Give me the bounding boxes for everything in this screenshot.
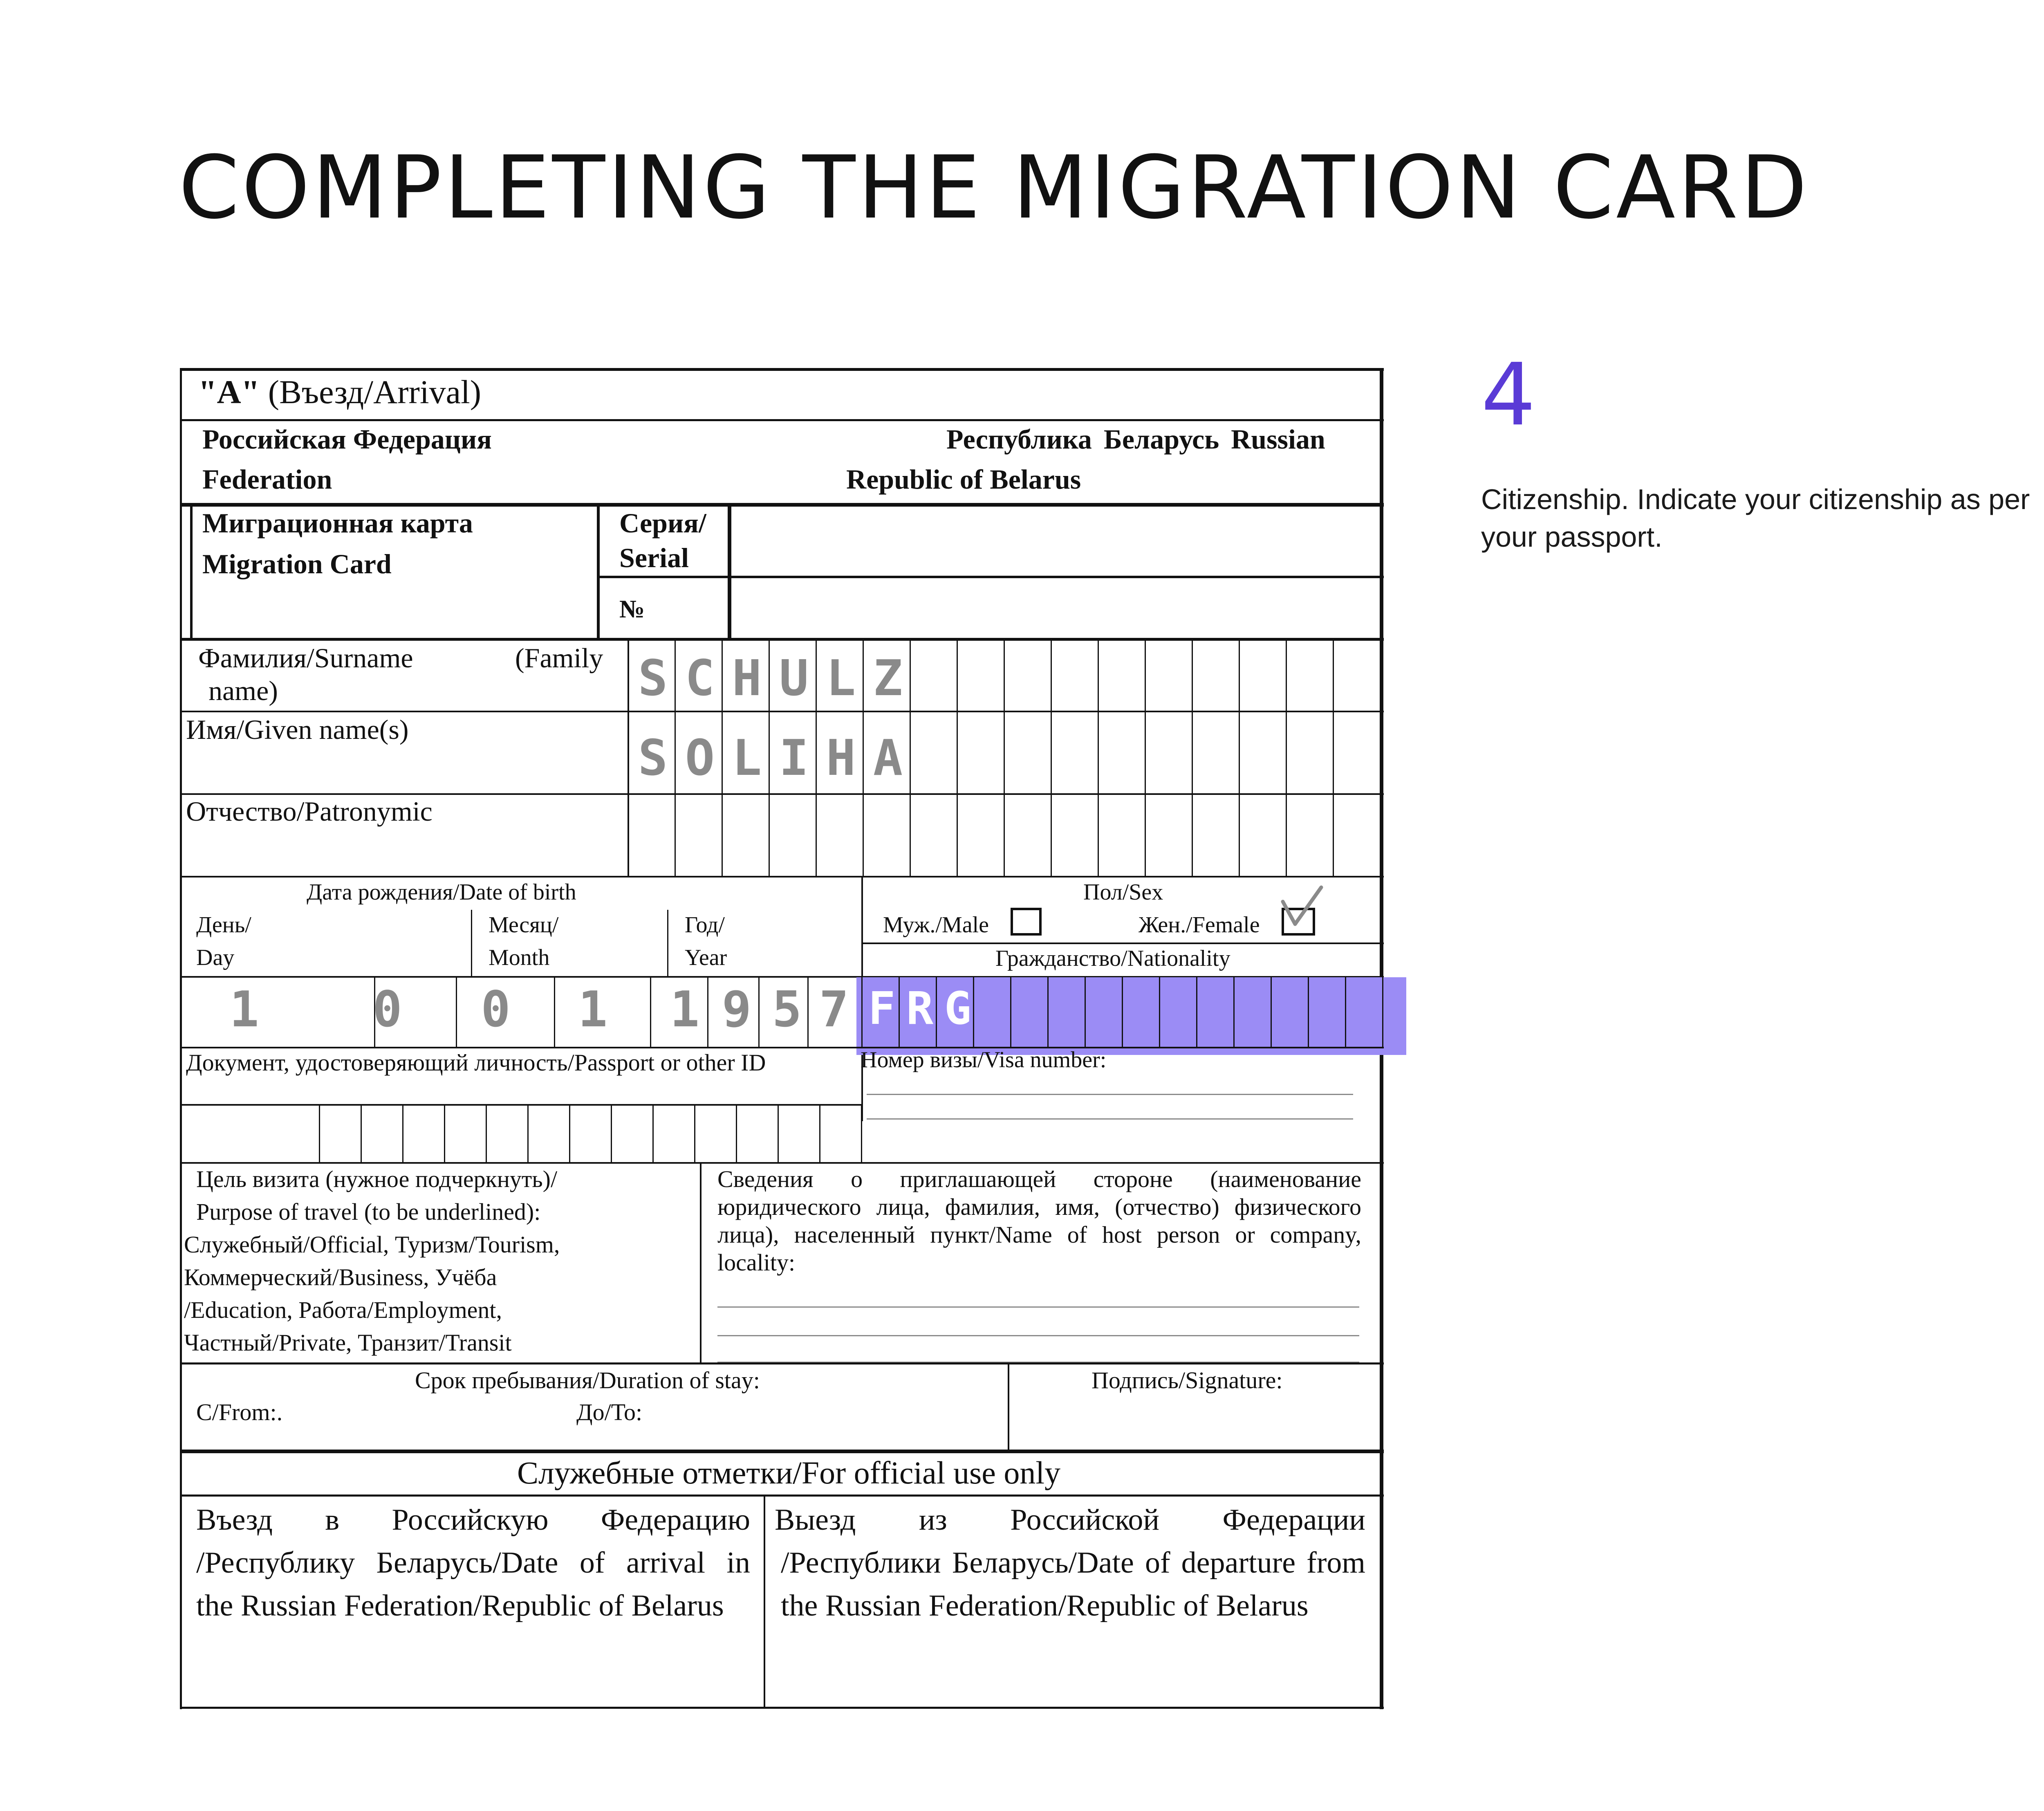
- grid-divider: [1345, 976, 1346, 1048]
- nationality-char: F: [868, 982, 896, 1035]
- grid-divider: [1380, 639, 1381, 877]
- nationality-char: G: [944, 982, 972, 1035]
- arrival-line-3: the Russian Federation/Republic of Belarus: [196, 1589, 724, 1622]
- given-name-char: H: [826, 730, 856, 787]
- surname-label-b: (Family: [515, 642, 603, 673]
- grid-divider: [1047, 976, 1049, 1048]
- grid-divider: [444, 1104, 445, 1163]
- patronymic-label: Отчество/Patronymic: [186, 796, 433, 827]
- step-number: 4: [1481, 345, 1536, 445]
- signature-label: Подпись/Signature:: [1091, 1367, 1283, 1394]
- dob-char: 9: [722, 981, 752, 1038]
- day-label-ru: День/: [196, 912, 251, 938]
- grid-divider: [819, 1104, 820, 1163]
- year-label-en: Year: [685, 945, 727, 970]
- grid-divider: [1051, 639, 1052, 877]
- serial-label-en: Serial: [619, 542, 689, 573]
- male-checkbox[interactable]: [1011, 908, 1042, 936]
- nationality-highlight: [856, 977, 1406, 1055]
- grid-divider: [319, 1104, 320, 1163]
- grid-divider: [1271, 976, 1272, 1048]
- day-label-en: Day: [196, 945, 235, 970]
- grid-divider: [569, 1104, 570, 1163]
- grid-divider: [527, 1104, 529, 1163]
- dob-char: 7: [819, 981, 849, 1038]
- surname-char: U: [779, 650, 809, 707]
- grid-divider: [1308, 976, 1309, 1048]
- grid-divider: [1098, 639, 1099, 877]
- card-border-left: [180, 368, 182, 1709]
- official-use-label: Служебные отметки/For official use only: [517, 1455, 1061, 1490]
- host-line-1: Сведения о приглашающей стороне (наименование: [717, 1166, 1361, 1192]
- dob-label: Дата рождения/Date of birth: [307, 880, 576, 905]
- surname-char: Z: [873, 650, 903, 707]
- month-label-ru: Месяц/: [489, 912, 559, 938]
- purpose-line-4: Коммерческий/Business, Учёба: [184, 1264, 497, 1290]
- host-line-3: лица), населенный пункт/Name of host person or company,: [717, 1221, 1361, 1248]
- grid-divider: [1085, 976, 1086, 1048]
- departure-line-3: the Russian Federation/Republic of Belarus: [781, 1589, 1309, 1622]
- dob-char: 5: [772, 981, 802, 1038]
- document-label: Документ, удостоверяющий личность/Passport or other ID: [186, 1049, 766, 1076]
- female-label: Жен./Female: [1139, 912, 1260, 938]
- serial-label-ru: Серия/: [619, 507, 706, 539]
- grid-divider: [1286, 639, 1287, 877]
- dob-char: 0: [372, 981, 402, 1038]
- grid-divider: [1004, 639, 1005, 877]
- belarus-1: Республика Беларусь Russian: [946, 424, 1325, 455]
- ru-federation-1: Российская Федерация: [202, 424, 492, 455]
- purpose-line-5: /Education, Работа/Employment,: [184, 1297, 502, 1323]
- grid-divider: [1333, 639, 1334, 877]
- from-label: С/From:.: [196, 1399, 283, 1425]
- header-title: "A" (Въезд/Arrival): [198, 373, 482, 411]
- surname-char: H: [732, 650, 762, 707]
- grid-divider: [1239, 639, 1240, 877]
- card-border-bottom: [180, 1707, 1384, 1709]
- card-border-top: [180, 368, 1384, 371]
- grid-divider: [554, 976, 555, 1048]
- visa-label: Номер визы/Visa number:: [861, 1047, 1107, 1073]
- grid-divider: [486, 1104, 487, 1163]
- to-label: До/To:: [576, 1399, 643, 1425]
- nationality-char: R: [906, 982, 934, 1035]
- dob-char: 1: [229, 981, 259, 1038]
- grid-divider: [1233, 976, 1235, 1048]
- arrival-line-1: Въезд в Российскую Федерацию: [196, 1503, 750, 1537]
- grid-divider: [1122, 976, 1123, 1048]
- dob-char: 0: [481, 981, 511, 1038]
- belarus-2: Republic of Belarus: [846, 464, 1081, 495]
- grid-divider: [456, 976, 457, 1048]
- purpose-label-1: Цель визита (нужное подчеркнуть)/: [196, 1166, 558, 1192]
- month-label-en: Month: [489, 945, 550, 970]
- checkmark-icon: [1280, 885, 1325, 930]
- purpose-line-3: Служебный/Official, Туризм/Tourism,: [184, 1231, 560, 1258]
- surname-label-c: name): [208, 675, 278, 706]
- given-name-char: A: [873, 730, 903, 787]
- grid-divider: [957, 639, 958, 877]
- grid-divider: [1192, 639, 1193, 877]
- grid-divider: [861, 976, 863, 1048]
- departure-line-2: /Республики Беларусь/Date of departure from: [781, 1546, 1365, 1580]
- duration-label: Срок пребывания/Duration of stay:: [415, 1367, 760, 1394]
- grid-divider: [611, 1104, 612, 1163]
- grid-divider: [861, 1104, 862, 1163]
- host-line-4: locality:: [717, 1249, 796, 1276]
- grid-divider: [1196, 976, 1197, 1048]
- dob-char: 1: [578, 981, 608, 1038]
- male-label: Муж./Male: [883, 912, 989, 938]
- given-name-char: O: [685, 730, 715, 787]
- dob-char: 1: [670, 981, 700, 1038]
- grid-divider: [736, 1104, 737, 1163]
- given-name-char: L: [732, 730, 762, 787]
- purpose-label-2: Purpose of travel (to be underlined):: [196, 1198, 541, 1225]
- surname-char: C: [685, 650, 715, 707]
- grid-divider: [402, 1104, 403, 1163]
- departure-line-1: Выезд из Российской Федерации: [775, 1503, 1365, 1537]
- ru-federation-2: Federation: [202, 464, 332, 495]
- surname-char: S: [638, 650, 668, 707]
- migration-card-ru: Миграционная карта: [202, 507, 473, 539]
- grid-divider: [650, 976, 651, 1048]
- grid-divider: [361, 1104, 362, 1163]
- grid-divider: [1010, 976, 1011, 1048]
- given-name-char: I: [779, 730, 809, 787]
- surname-label-a: Фамилия/Surname: [198, 642, 413, 673]
- grid-divider: [1159, 976, 1160, 1048]
- grid-divider: [652, 1104, 654, 1163]
- step-description: Citizenship. Indicate your citizenship as per your passport.: [1481, 483, 2030, 553]
- grid-divider: [1145, 639, 1146, 877]
- given-name-label: Имя/Given name(s): [186, 714, 409, 745]
- migration-card: [180, 368, 1384, 1709]
- sex-label: Пол/Sex: [1083, 880, 1163, 905]
- migration-card-en: Migration Card: [202, 548, 392, 579]
- given-name-char: S: [638, 730, 668, 787]
- surname-char: L: [826, 650, 856, 707]
- arrival-line-2: /Республику Беларусь/Date of arrival in: [196, 1546, 750, 1580]
- purpose-line-6: Частный/Private, Транзит/Transit: [184, 1329, 512, 1356]
- grid-divider: [694, 1104, 695, 1163]
- grid-divider: [1382, 976, 1383, 1048]
- host-line-2: юридического лица, фамилия, имя, (отчество) физического: [717, 1194, 1361, 1220]
- slide-title: COMPLETING THE MIGRATION CARD: [179, 137, 1810, 238]
- grid-divider: [778, 1104, 779, 1163]
- year-label-ru: Год/: [685, 912, 725, 938]
- number-label: №: [619, 595, 645, 623]
- nationality-label: Гражданство/Nationality: [995, 946, 1230, 971]
